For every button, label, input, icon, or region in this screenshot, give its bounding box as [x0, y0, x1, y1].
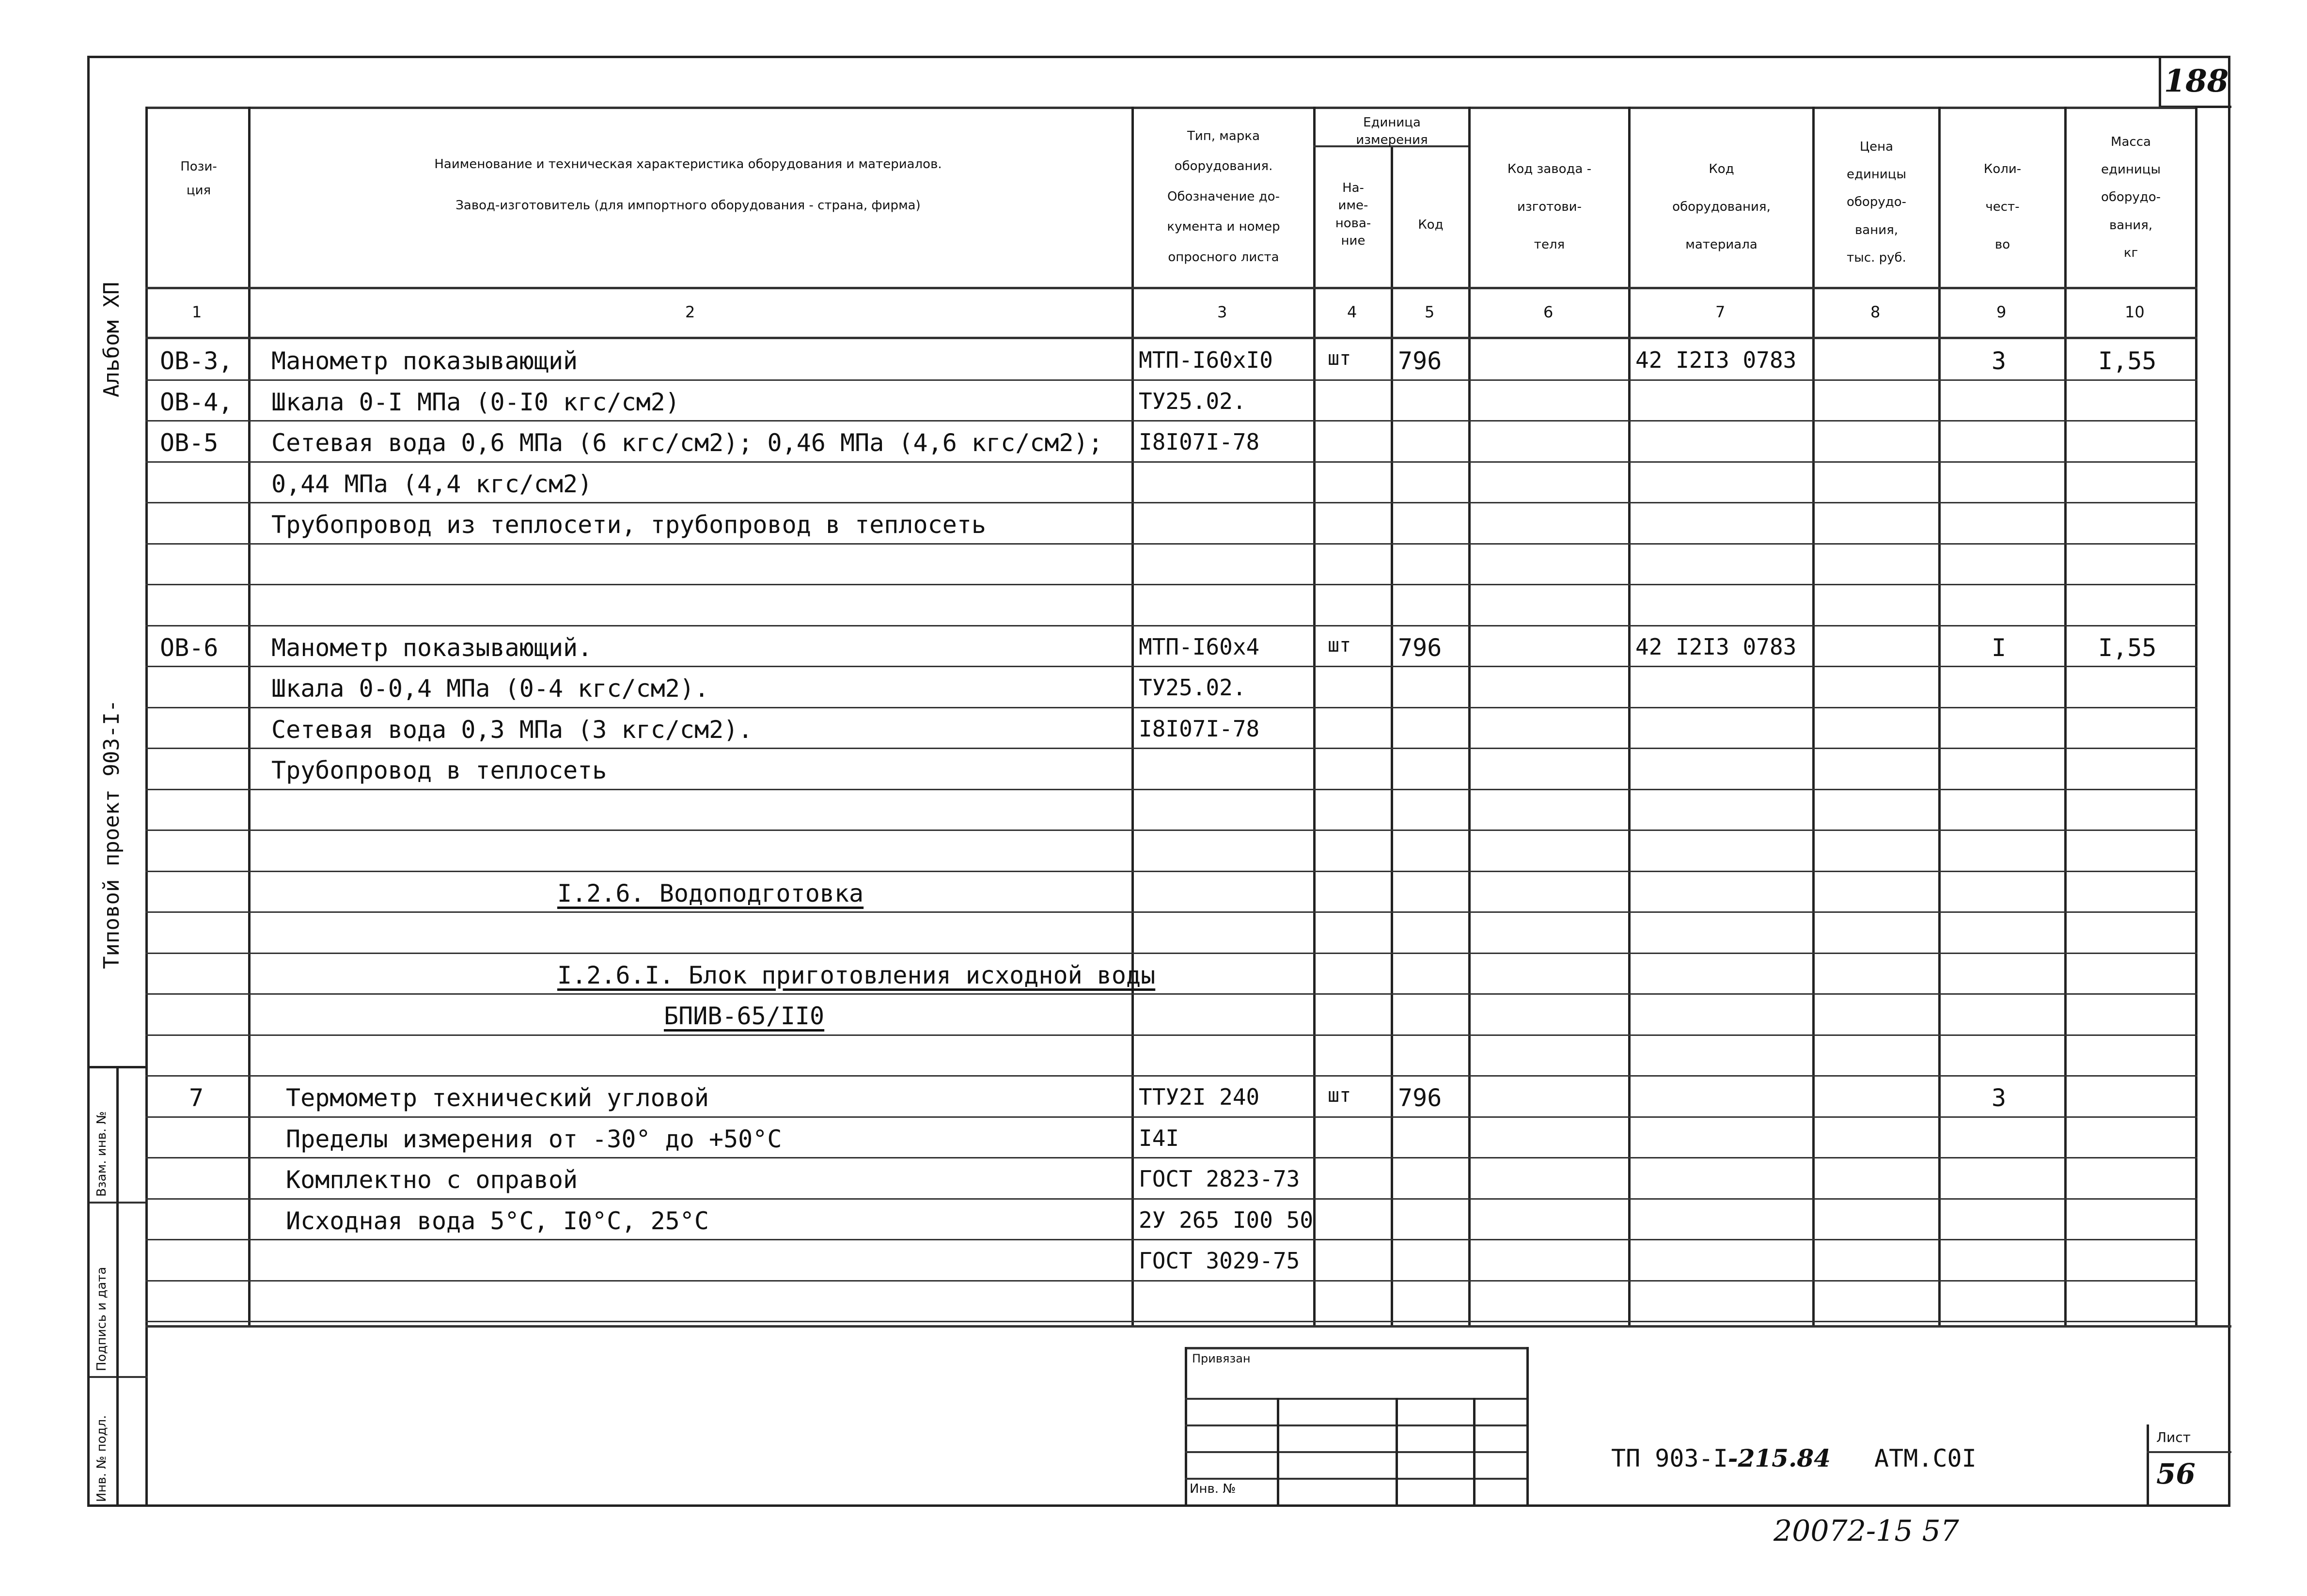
column-number: 5	[1425, 303, 1435, 321]
sheet-label: Лист	[2156, 1429, 2191, 1445]
stamp-label-podpis: Подпись и дата	[94, 1267, 109, 1371]
cell-type: I4I	[1139, 1125, 1179, 1151]
hdr-type: Тип, марка оборудования. Обозначение до- кумента и номер опросного листа	[1167, 129, 1280, 265]
cell-type: I8I07I-78	[1139, 715, 1260, 742]
cell-type: ТУ25.02.	[1139, 674, 1246, 701]
cell-name: Шкала 0-0,4 МПа (0-4 кгс/см2).	[271, 674, 709, 703]
cell-name: Трубопровод из теплосети, трубопровод в теплосеть	[271, 511, 987, 539]
cell-unit: шт	[1328, 347, 1351, 370]
cell-type: ТТУ2I 240	[1139, 1084, 1260, 1110]
sheet-number: 56	[2156, 1457, 2196, 1490]
cell-type: ГОСТ 3029-75	[1139, 1248, 1300, 1274]
designation-hand: -215.84	[1727, 1444, 1831, 1472]
cell-code: 796	[1398, 633, 1442, 662]
cell-pos: ОВ-4,	[160, 388, 233, 416]
cell-eq-code: 42 I2I3 0783	[1635, 633, 1797, 660]
cell-type: ГОСТ 2823-73	[1139, 1166, 1300, 1192]
cell-mass: I,55	[2098, 347, 2157, 375]
cell-name: Сетевая вода 0,6 МПа (6 кгс/см2); 0,46 МПа (4,6 кгс/см2);	[271, 429, 1103, 457]
cell-name: Трубопровод в теплосеть	[271, 756, 607, 784]
cell-name: БПИВ-65/II0	[664, 1002, 825, 1030]
hdr-factory-code: Код завода - изготови- теля	[1507, 162, 1592, 252]
cell-type: 2У 265 I00 50	[1139, 1206, 1314, 1233]
cell-qty: I	[1992, 633, 2007, 662]
stamp-label-vzam: Взам. инв. №	[94, 1111, 109, 1197]
cell-name: Манометр показывающий.	[271, 633, 593, 662]
hdr-price: Цена единицы оборудо- вания, тыс. руб.	[1846, 140, 1906, 265]
cell-pos: 7	[189, 1084, 204, 1112]
cell-name: Пределы измерения от -30° до +50°С	[286, 1125, 782, 1153]
cell-code: 796	[1398, 347, 1442, 375]
hdr-unit-code: Код	[1418, 218, 1444, 232]
cell-type: МТП-I60хI0	[1139, 347, 1273, 373]
spec-table	[145, 107, 2197, 1328]
column-number: 4	[1347, 303, 1357, 321]
column-number: 10	[2125, 303, 2145, 321]
stamp-label-inv: Инв. № подл.	[94, 1415, 109, 1502]
hdr-quantity: Коли- чест- во	[1983, 162, 2022, 252]
column-number: 3	[1217, 303, 1227, 321]
designation-prefix: ТП 903-I	[1611, 1444, 1728, 1472]
cell-code: 796	[1398, 1084, 1442, 1112]
cell-qty: 3	[1992, 347, 2007, 375]
column-number: 6	[1543, 303, 1554, 321]
designation	[1611, 1444, 1977, 1472]
hdr-mass: Масса единицы оборудо- вания, кг	[2101, 135, 2161, 260]
cell-name: Исходная вода 5°С, I0°С, 25°С	[286, 1206, 709, 1235]
footer-number: 20072-15 57	[1773, 1514, 1959, 1548]
cell-type: ТУ25.02.	[1139, 388, 1246, 414]
column-number: 1	[192, 303, 202, 321]
cell-pos: ОВ-3,	[160, 347, 233, 375]
cell-name: I.2.6. Водоподготовка	[557, 879, 864, 908]
cell-pos: ОВ-6	[160, 633, 219, 662]
hdr-unit-name: На- име- нова- ние	[1335, 181, 1371, 249]
designation-suffix: АТМ.С0I	[1874, 1444, 1977, 1472]
cell-name: 0,44 МПа (4,4 кгс/см2)	[271, 469, 593, 498]
column-number: 2	[685, 303, 695, 321]
cell-name: Шкала 0-I МПа (0-I0 кгс/см2)	[271, 388, 680, 416]
cell-name: Термометр технический угловой	[286, 1084, 709, 1112]
hdr-position: Пози- ция	[180, 159, 217, 198]
hdr-unit-group: Единица измерения	[1356, 115, 1428, 148]
top-sheet-number: 188	[2159, 57, 2231, 108]
column-number: 8	[1870, 303, 1881, 321]
privyazan-label: Привязан	[1192, 1352, 1251, 1365]
inv-no-label: Инв. №	[1190, 1482, 1236, 1496]
cell-pos: ОВ-5	[160, 429, 219, 457]
hdr-name-line1: Наименование и техническая характеристика оборудования и материалов.	[434, 157, 942, 172]
column-number: 9	[1996, 303, 2007, 321]
cell-name: I.2.6.I. Блок приготовления исходной воды	[557, 961, 1156, 989]
cell-mass: I,55	[2098, 633, 2157, 662]
sidebar-album: Альбом XП	[99, 282, 124, 397]
cell-name: Комплектно с оправой	[286, 1166, 578, 1194]
cell-type: I8I07I-78	[1139, 429, 1260, 455]
cell-eq-code: 42 I2I3 0783	[1635, 347, 1797, 373]
cell-unit: шт	[1328, 634, 1351, 657]
cell-unit: шт	[1328, 1084, 1351, 1107]
cell-name: Сетевая вода 0,3 МПа (3 кгс/см2).	[271, 715, 753, 744]
hdr-equipment-code: Код оборудования, материала	[1672, 162, 1771, 252]
cell-type: МТП-I60х4	[1139, 633, 1260, 660]
column-number: 7	[1715, 303, 1726, 321]
cell-qty: 3	[1992, 1084, 2007, 1112]
cell-name: Манометр показывающий	[271, 347, 578, 375]
hdr-name-line2: Завод-изготовитель (для импортного оборудования - страна, фирма)	[455, 198, 921, 213]
sidebar-project: Типовой проект 903-I-	[99, 699, 124, 969]
